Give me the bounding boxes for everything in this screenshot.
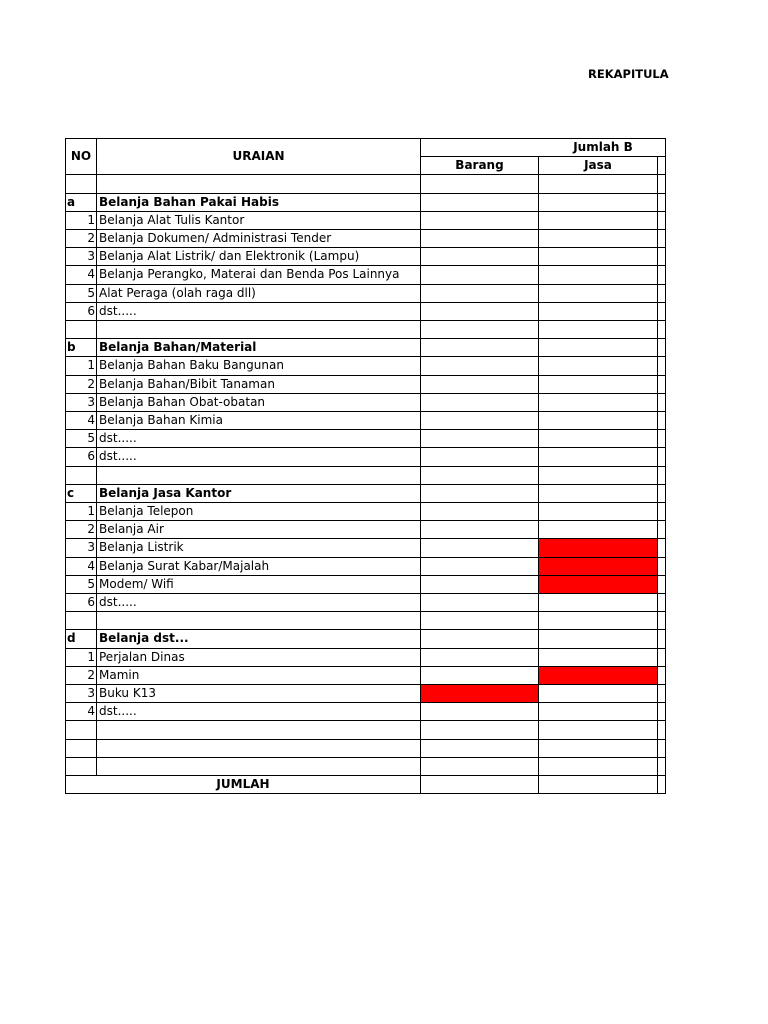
row-uraian-cell[interactable] (97, 721, 421, 739)
table-row (66, 284, 666, 302)
row-barang-cell[interactable] (421, 266, 539, 284)
row-jasa-cell[interactable] (539, 175, 658, 193)
row-no-cell[interactable]: 4 (66, 557, 97, 575)
row-jasa-cell[interactable] (539, 521, 658, 539)
row-extra-cell[interactable] (658, 375, 666, 393)
row-no-cell[interactable]: 2 (66, 230, 97, 248)
row-barang-cell[interactable] (421, 648, 539, 666)
table-row (66, 393, 666, 411)
header-no[interactable]: NO (66, 139, 97, 175)
row-extra-cell[interactable] (658, 721, 666, 739)
header-uraian[interactable]: URAIAN (97, 139, 421, 175)
row-jasa-cell[interactable] (539, 266, 658, 284)
row-jasa-cell[interactable] (539, 666, 658, 684)
table-row (66, 266, 666, 284)
row-barang-cell[interactable] (421, 612, 539, 630)
row-no-cell[interactable]: 6 (66, 448, 97, 466)
row-extra-cell[interactable] (658, 703, 666, 721)
total-jasa-cell[interactable] (539, 776, 658, 794)
row-uraian-cell[interactable]: Perjalan Dinas (97, 648, 421, 666)
header-jumlah[interactable] (421, 139, 666, 157)
row-no-cell[interactable]: 5 (66, 284, 97, 302)
row-no-cell[interactable] (66, 739, 97, 757)
row-barang-cell[interactable] (421, 357, 539, 375)
row-no-cell[interactable] (66, 721, 97, 739)
row-extra-cell[interactable] (658, 539, 666, 557)
row-uraian-cell[interactable]: Belanja Air (97, 521, 421, 539)
row-extra-cell[interactable] (658, 594, 666, 612)
row-jasa-cell[interactable] (539, 248, 658, 266)
table-row (66, 685, 666, 703)
row-barang-cell[interactable] (421, 211, 539, 229)
total-extra-cell[interactable] (658, 776, 666, 794)
total-label-cell[interactable]: JUMLAH (66, 776, 421, 794)
row-no-cell[interactable]: b (66, 339, 97, 357)
row-jasa-cell[interactable] (539, 193, 658, 211)
row-uraian-cell[interactable]: Belanja Bahan Kimia (97, 412, 421, 430)
table-row (66, 757, 666, 775)
row-no-cell[interactable]: 2 (66, 666, 97, 684)
row-jasa-cell[interactable] (539, 230, 658, 248)
row-uraian-cell[interactable]: Belanja Bahan/Material (97, 339, 421, 357)
row-extra-cell[interactable] (658, 503, 666, 521)
total-row (66, 776, 666, 794)
row-extra-cell[interactable] (658, 393, 666, 411)
row-jasa-cell[interactable] (539, 357, 658, 375)
row-jasa-cell[interactable] (539, 302, 658, 320)
row-barang-cell[interactable] (421, 375, 539, 393)
table-row (66, 503, 666, 521)
row-no-cell[interactable]: 4 (66, 266, 97, 284)
row-uraian-cell[interactable]: Mamin (97, 666, 421, 684)
table-row (66, 521, 666, 539)
row-extra-cell[interactable] (658, 175, 666, 193)
table-row (66, 648, 666, 666)
row-barang-cell[interactable] (421, 685, 539, 703)
header-extra-cell[interactable] (658, 157, 666, 175)
header-jumlah-label: Jumlah B (573, 140, 633, 154)
row-no-cell[interactable]: 4 (66, 703, 97, 721)
row-jasa-cell[interactable] (539, 484, 658, 502)
row-extra-cell[interactable] (658, 648, 666, 666)
row-extra-cell[interactable] (658, 193, 666, 211)
row-extra-cell[interactable] (658, 248, 666, 266)
row-extra-cell[interactable] (658, 685, 666, 703)
row-jasa-cell[interactable] (539, 739, 658, 757)
table-row (66, 230, 666, 248)
row-uraian-cell[interactable]: Belanja Bahan Obat-obatan (97, 393, 421, 411)
row-uraian-cell[interactable] (97, 466, 421, 484)
row-extra-cell[interactable] (658, 557, 666, 575)
row-uraian-cell[interactable] (97, 321, 421, 339)
row-jasa-cell[interactable] (539, 503, 658, 521)
row-uraian-cell[interactable]: Buku K13 (97, 685, 421, 703)
row-uraian-cell[interactable]: dst..... (97, 594, 421, 612)
table-row (66, 175, 666, 193)
row-barang-cell[interactable] (421, 230, 539, 248)
row-jasa-cell[interactable] (539, 557, 658, 575)
row-barang-cell[interactable] (421, 302, 539, 320)
row-extra-cell[interactable] (658, 284, 666, 302)
row-jasa-cell[interactable] (539, 412, 658, 430)
table-row (66, 357, 666, 375)
row-jasa-cell[interactable] (539, 211, 658, 229)
row-extra-cell[interactable] (658, 612, 666, 630)
row-no-cell[interactable]: c (66, 484, 97, 502)
row-jasa-cell[interactable] (539, 284, 658, 302)
row-barang-cell[interactable] (421, 721, 539, 739)
table-row (66, 302, 666, 320)
row-extra-cell[interactable] (658, 575, 666, 593)
row-uraian-cell[interactable]: Belanja Bahan Baku Bangunan (97, 357, 421, 375)
table-row (66, 630, 666, 648)
row-jasa-cell[interactable] (539, 594, 658, 612)
table-row (66, 557, 666, 575)
row-uraian-cell[interactable] (97, 612, 421, 630)
table-row (66, 721, 666, 739)
row-jasa-cell[interactable] (539, 375, 658, 393)
row-uraian-cell[interactable]: Belanja Dokumen/ Administrasi Tender (97, 230, 421, 248)
table-row (66, 248, 666, 266)
row-no-cell[interactable]: d (66, 630, 97, 648)
row-extra-cell[interactable] (658, 211, 666, 229)
table-row (66, 594, 666, 612)
table-row (66, 739, 666, 757)
table-row (66, 612, 666, 630)
row-extra-cell[interactable] (658, 630, 666, 648)
row-uraian-cell[interactable]: Modem/ Wifi (97, 575, 421, 593)
row-jasa-cell[interactable] (539, 630, 658, 648)
row-uraian-cell[interactable] (97, 739, 421, 757)
row-no-cell[interactable] (66, 321, 97, 339)
row-uraian-cell[interactable] (97, 757, 421, 775)
row-barang-cell[interactable] (421, 484, 539, 502)
row-extra-cell[interactable] (658, 412, 666, 430)
row-jasa-cell[interactable] (539, 430, 658, 448)
table-row (66, 666, 666, 684)
row-no-cell[interactable]: 5 (66, 430, 97, 448)
row-barang-cell[interactable] (421, 521, 539, 539)
row-uraian-cell[interactable] (97, 175, 421, 193)
row-extra-cell[interactable] (658, 448, 666, 466)
row-barang-cell[interactable] (421, 630, 539, 648)
row-jasa-cell[interactable] (539, 575, 658, 593)
row-extra-cell[interactable] (658, 521, 666, 539)
row-uraian-cell[interactable]: dst..... (97, 448, 421, 466)
row-jasa-cell[interactable] (539, 703, 658, 721)
row-jasa-cell[interactable] (539, 721, 658, 739)
row-barang-cell[interactable] (421, 466, 539, 484)
row-jasa-cell[interactable] (539, 539, 658, 557)
row-barang-cell[interactable] (421, 703, 539, 721)
row-no-cell[interactable]: 6 (66, 302, 97, 320)
header-barang[interactable]: Barang (421, 157, 539, 175)
row-no-cell[interactable]: 2 (66, 521, 97, 539)
row-extra-cell[interactable] (658, 302, 666, 320)
row-no-cell[interactable] (66, 466, 97, 484)
row-extra-cell[interactable] (658, 230, 666, 248)
row-uraian-cell[interactable]: Belanja Bahan/Bibit Tanaman (97, 375, 421, 393)
table-row (66, 466, 666, 484)
row-jasa-cell[interactable] (539, 321, 658, 339)
row-extra-cell[interactable] (658, 757, 666, 775)
page-title: REKAPITULA (588, 67, 669, 81)
row-uraian-cell[interactable]: Belanja Surat Kabar/Majalah (97, 557, 421, 575)
row-jasa-cell[interactable] (539, 757, 658, 775)
row-extra-cell[interactable] (658, 430, 666, 448)
row-jasa-cell[interactable] (539, 393, 658, 411)
row-barang-cell[interactable] (421, 503, 539, 521)
row-no-cell[interactable]: a (66, 193, 97, 211)
table-row (66, 321, 666, 339)
row-no-cell[interactable]: 3 (66, 685, 97, 703)
row-jasa-cell[interactable] (539, 448, 658, 466)
table-row (66, 575, 666, 593)
table-row (66, 448, 666, 466)
spreadsheet-table-region (65, 138, 658, 794)
row-barang-cell[interactable] (421, 339, 539, 357)
row-uraian-cell[interactable]: dst..... (97, 302, 421, 320)
row-uraian-cell[interactable]: Alat Peraga (olah raga dll) (97, 284, 421, 302)
row-uraian-cell[interactable]: dst..... (97, 703, 421, 721)
row-extra-cell[interactable] (658, 339, 666, 357)
row-extra-cell[interactable] (658, 321, 666, 339)
row-jasa-cell[interactable] (539, 685, 658, 703)
table-row (66, 375, 666, 393)
row-extra-cell[interactable] (658, 466, 666, 484)
row-no-cell[interactable]: 6 (66, 594, 97, 612)
row-uraian-cell[interactable]: Belanja Listrik (97, 539, 421, 557)
row-jasa-cell[interactable] (539, 339, 658, 357)
row-extra-cell[interactable] (658, 357, 666, 375)
row-barang-cell[interactable] (421, 739, 539, 757)
total-barang-cell[interactable] (421, 776, 539, 794)
row-no-cell[interactable] (66, 612, 97, 630)
row-jasa-cell[interactable] (539, 648, 658, 666)
row-barang-cell[interactable] (421, 321, 539, 339)
table-row (66, 339, 666, 357)
row-no-cell[interactable]: 3 (66, 248, 97, 266)
row-no-cell[interactable]: 1 (66, 211, 97, 229)
row-no-cell[interactable]: 3 (66, 539, 97, 557)
row-uraian-cell[interactable]: Belanja Perangko, Materai dan Benda Pos Lainnya (97, 266, 421, 284)
row-barang-cell[interactable] (421, 757, 539, 775)
header-jasa[interactable]: Jasa (539, 157, 658, 175)
row-extra-cell[interactable] (658, 484, 666, 502)
row-barang-cell[interactable] (421, 448, 539, 466)
row-no-cell[interactable]: 1 (66, 357, 97, 375)
row-extra-cell[interactable] (658, 739, 666, 757)
table-row (66, 703, 666, 721)
row-barang-cell[interactable] (421, 430, 539, 448)
rekapitulasi-table (65, 138, 666, 794)
row-barang-cell[interactable] (421, 284, 539, 302)
row-barang-cell[interactable] (421, 575, 539, 593)
row-no-cell[interactable]: 1 (66, 648, 97, 666)
row-uraian-cell[interactable]: Belanja Alat Listrik/ dan Elektronik (Lampu) (97, 248, 421, 266)
row-uraian-cell[interactable]: dst..... (97, 430, 421, 448)
table-row (66, 193, 666, 211)
table-row (66, 430, 666, 448)
row-barang-cell[interactable] (421, 393, 539, 411)
row-uraian-cell[interactable]: Belanja Alat Tulis Kantor (97, 211, 421, 229)
row-no-cell[interactable] (66, 757, 97, 775)
row-barang-cell[interactable] (421, 412, 539, 430)
row-extra-cell[interactable] (658, 666, 666, 684)
row-barang-cell[interactable] (421, 666, 539, 684)
table-row (66, 484, 666, 502)
row-barang-cell[interactable] (421, 193, 539, 211)
row-uraian-cell[interactable]: Belanja Jasa Kantor (97, 484, 421, 502)
row-no-cell[interactable]: 3 (66, 393, 97, 411)
table-row (66, 539, 666, 557)
row-no-cell[interactable] (66, 175, 97, 193)
row-barang-cell[interactable] (421, 175, 539, 193)
header-row-top (66, 139, 666, 157)
row-no-cell[interactable]: 4 (66, 412, 97, 430)
row-extra-cell[interactable] (658, 266, 666, 284)
table-row (66, 211, 666, 229)
row-uraian-cell[interactable]: Belanja dst... (97, 630, 421, 648)
table-row (66, 412, 666, 430)
row-jasa-cell[interactable] (539, 466, 658, 484)
row-barang-cell[interactable] (421, 248, 539, 266)
row-uraian-cell[interactable]: Belanja Bahan Pakai Habis (97, 193, 421, 211)
row-barang-cell[interactable] (421, 539, 539, 557)
row-no-cell[interactable]: 2 (66, 375, 97, 393)
row-no-cell[interactable]: 1 (66, 503, 97, 521)
row-barang-cell[interactable] (421, 594, 539, 612)
row-barang-cell[interactable] (421, 557, 539, 575)
row-jasa-cell[interactable] (539, 612, 658, 630)
row-uraian-cell[interactable]: Belanja Telepon (97, 503, 421, 521)
row-no-cell[interactable]: 5 (66, 575, 97, 593)
